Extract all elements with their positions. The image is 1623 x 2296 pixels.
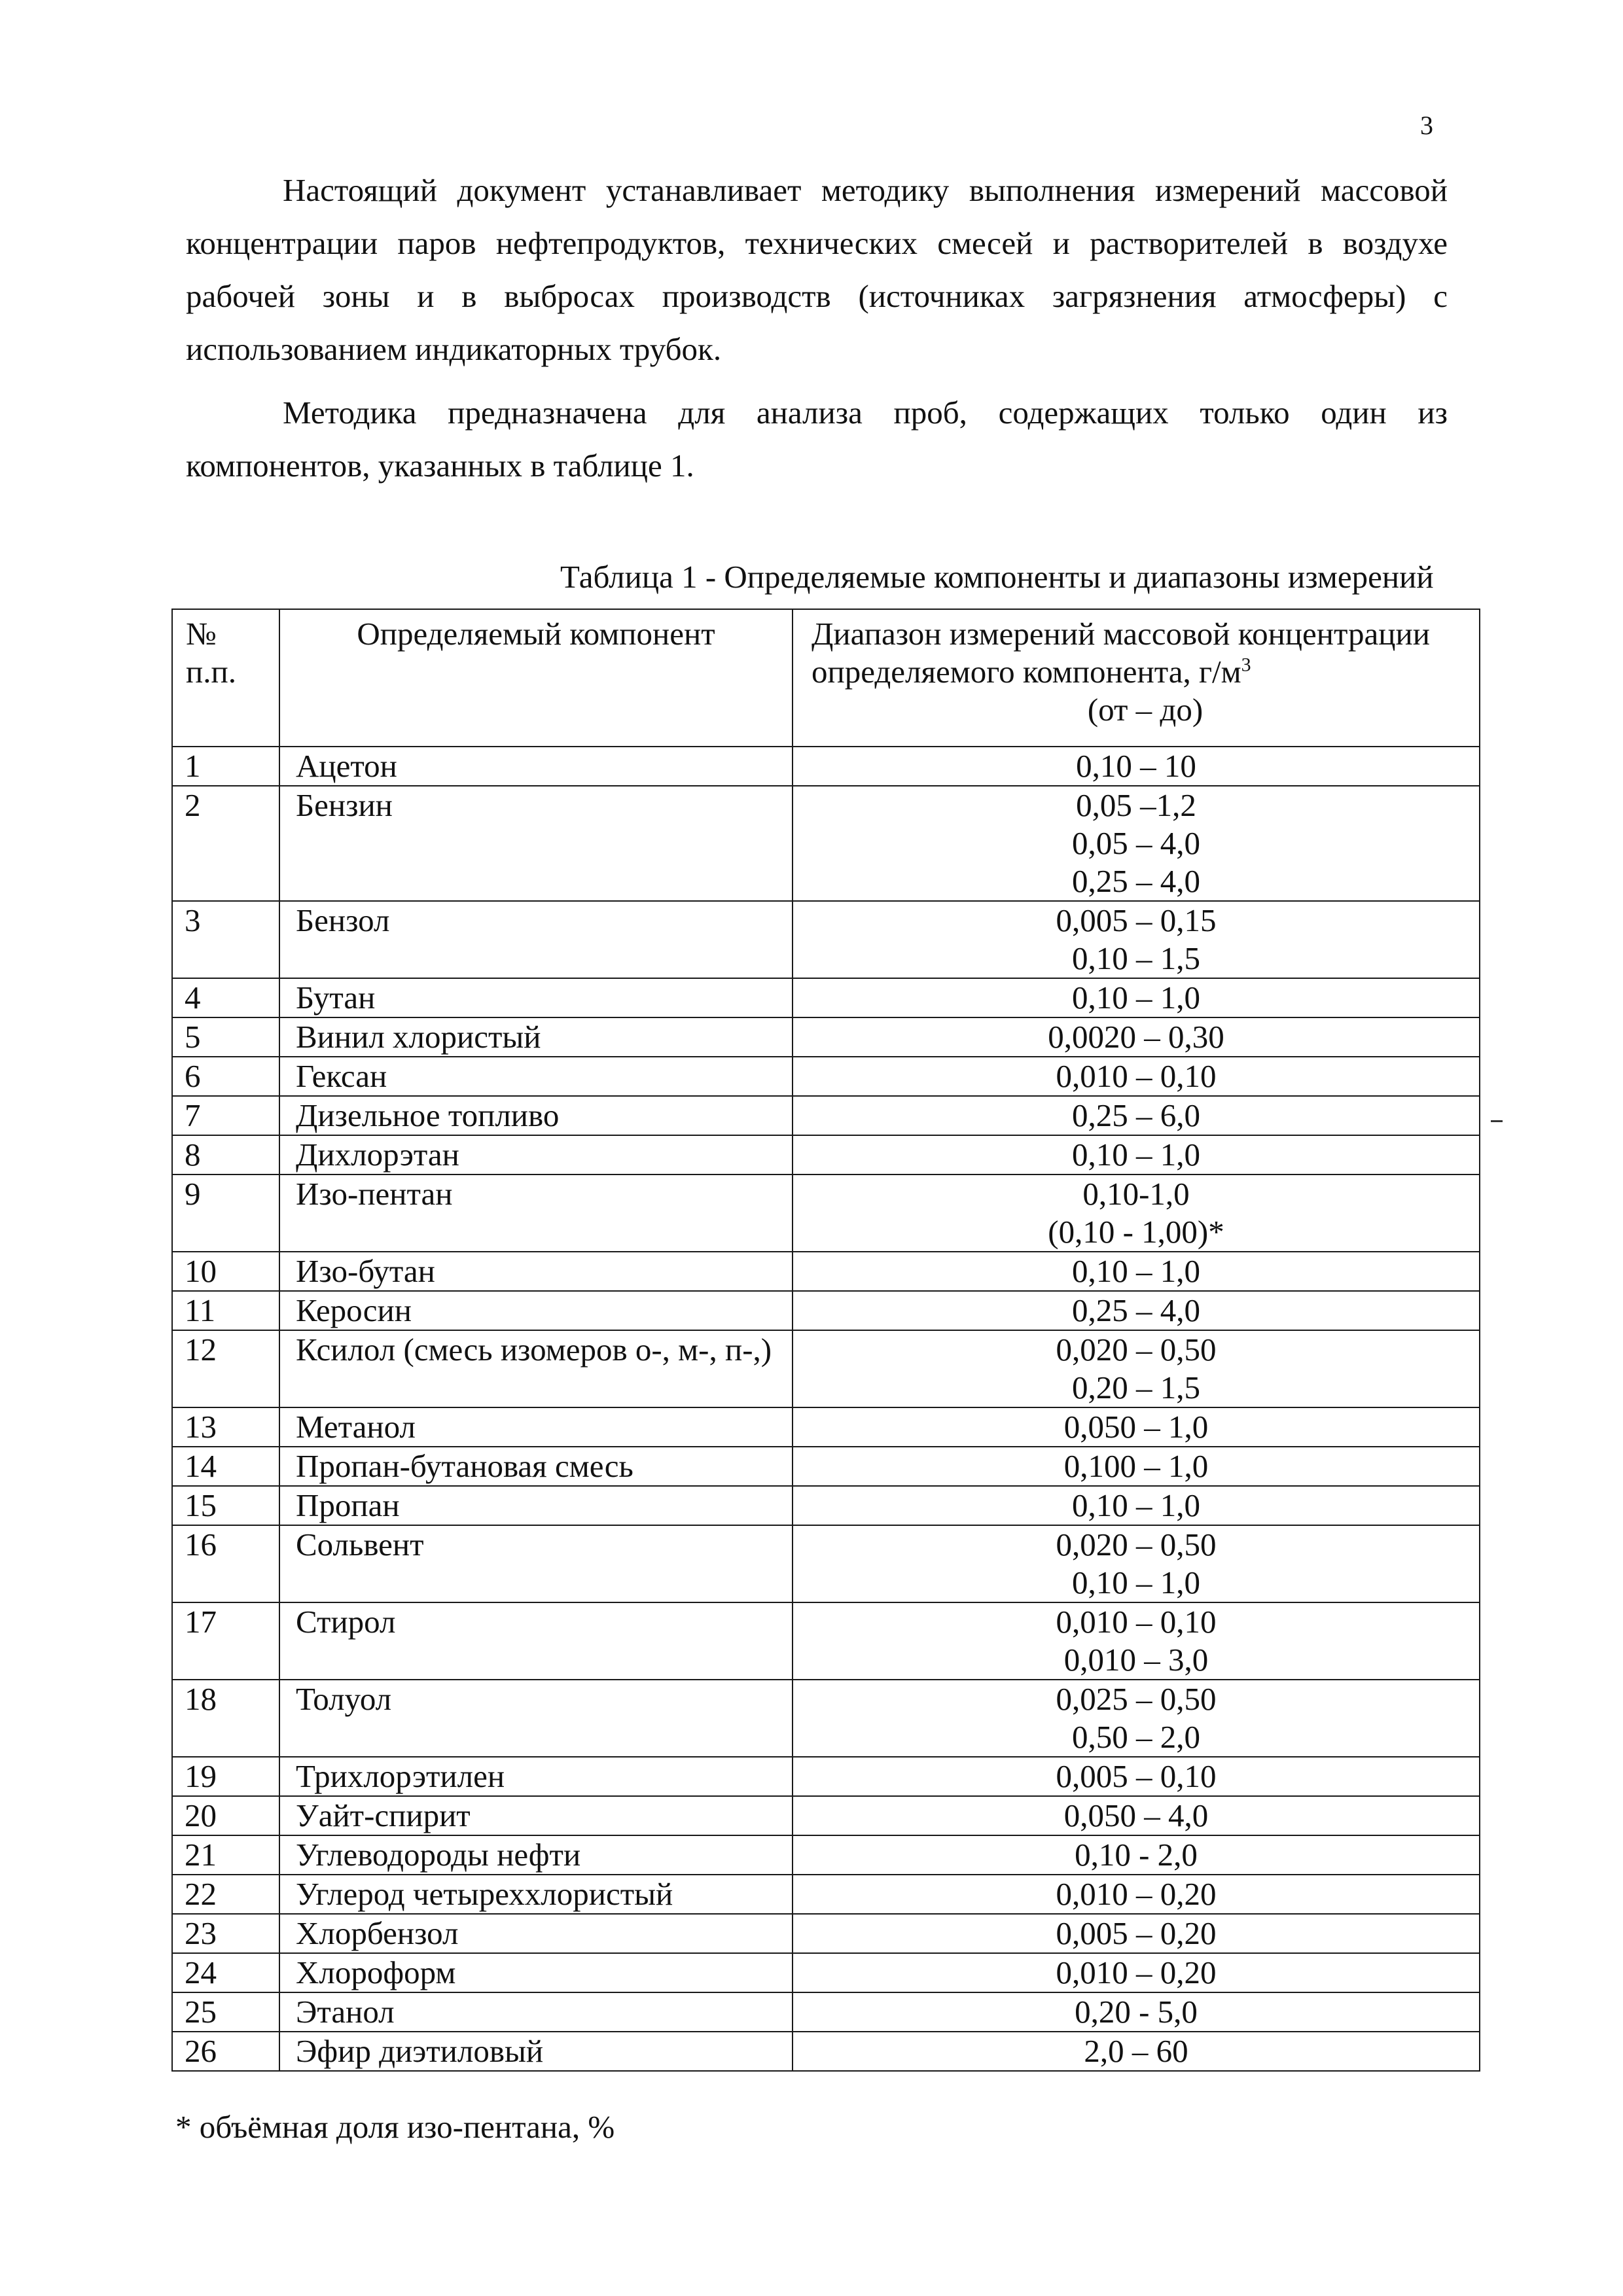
row-number-cell: 12: [172, 1330, 279, 1407]
component-name-cell: Углерод четыреххлористый: [279, 1875, 793, 1914]
range-cell: [793, 786, 1480, 901]
component-name-cell: Пропан-бутановая смесь: [279, 1447, 793, 1486]
header-component: Определяемый компонент: [279, 609, 793, 747]
component-name-cell: Бензин: [279, 786, 793, 901]
range-value: 0,10-1,0: [1082, 1176, 1190, 1212]
range-cell: [793, 978, 1480, 1017]
component-name-cell: Углеводороды нефти: [279, 1835, 793, 1875]
table-row: [172, 901, 1480, 978]
table-footnote: * объёмная доля изо-пентана, %: [175, 2109, 615, 2145]
table-row: [172, 786, 1480, 901]
table-row: [172, 1135, 1480, 1174]
range-cell: [793, 1291, 1480, 1330]
range-cell: [793, 1486, 1480, 1525]
row-number-cell: 22: [172, 1875, 279, 1914]
row-number-cell: 4: [172, 978, 279, 1017]
range-cell: [793, 1057, 1480, 1096]
header-range-line2: определяемого компонента, г/м: [812, 654, 1241, 690]
row-number-cell: 11: [172, 1291, 279, 1330]
table-caption: Таблица 1 - Определяемые компоненты и диапазоны измерений: [560, 559, 1434, 595]
row-number-cell: 5: [172, 1017, 279, 1057]
table-row: [172, 1252, 1480, 1291]
range-cell: [793, 1835, 1480, 1875]
range-value: 0,10 – 1,5: [1072, 940, 1200, 976]
component-name-cell: Гексан: [279, 1057, 793, 1096]
range-value: 0,050 – 1,0: [1063, 1409, 1209, 1445]
table-row: [172, 1835, 1480, 1875]
range-value: 0,020 – 0,50: [1056, 1332, 1217, 1368]
range-value: 0,050 – 4,0: [1063, 1797, 1209, 1833]
row-number-cell: 17: [172, 1602, 279, 1680]
range-cell: [793, 1096, 1480, 1135]
range-cell: [793, 1796, 1480, 1835]
range-value: 2,0 – 60: [1084, 2033, 1188, 2069]
intro-text: [186, 164, 1448, 492]
row-number-cell: 10: [172, 1252, 279, 1291]
row-number-cell: 3: [172, 901, 279, 978]
range-value: 0,10 – 1,0: [1072, 1487, 1200, 1523]
table-row: [172, 1096, 1480, 1135]
component-name-cell: Уайт-спирит: [279, 1796, 793, 1835]
range-value: 0,010 – 0,20: [1056, 1876, 1217, 1912]
row-number-cell: 24: [172, 1953, 279, 1992]
row-number-cell: 1: [172, 747, 279, 786]
component-name-cell: Толуол: [279, 1680, 793, 1757]
range-cell: [793, 901, 1480, 978]
component-name-cell: Винил хлористый: [279, 1017, 793, 1057]
range-value: 0,25 – 6,0: [1072, 1097, 1200, 1133]
range-cell: [793, 1174, 1480, 1252]
component-name-cell: Ксилол (смесь изомеров о-, м-, п-,): [279, 1330, 793, 1407]
row-number-cell: 14: [172, 1447, 279, 1486]
range-value: 0,10 – 1,0: [1072, 1137, 1200, 1173]
row-number-cell: 19: [172, 1757, 279, 1796]
header-number-sign: №: [186, 616, 217, 652]
row-number-cell: 15: [172, 1486, 279, 1525]
range-value: 0,100 – 1,0: [1063, 1448, 1209, 1484]
component-name-cell: Пропан: [279, 1486, 793, 1525]
component-name-cell: Стирол: [279, 1602, 793, 1680]
range-cell: [793, 1680, 1480, 1757]
range-cell: [793, 1953, 1480, 1992]
range-cell: [793, 2032, 1480, 2071]
table-row: [172, 1875, 1480, 1914]
table-row: [172, 1953, 1480, 1992]
range-cell: [793, 747, 1480, 786]
table-row: [172, 2032, 1480, 2071]
component-name-cell: Изо-пентан: [279, 1174, 793, 1252]
component-name-cell: Хлороформ: [279, 1953, 793, 1992]
row-number-cell: 16: [172, 1525, 279, 1602]
range-value: 0,010 – 0,10: [1056, 1058, 1217, 1094]
range-value: 0,10 – 1,0: [1072, 980, 1200, 1016]
range-value: 0,20 – 1,5: [1072, 1369, 1200, 1405]
component-name-cell: Керосин: [279, 1291, 793, 1330]
range-cell: [793, 1875, 1480, 1914]
range-value: 0,0020 – 0,30: [1048, 1019, 1224, 1055]
row-number-cell: 25: [172, 1992, 279, 2032]
row-number-cell: 26: [172, 2032, 279, 2071]
range-value: 0,010 – 3,0: [1063, 1642, 1209, 1678]
header-range-line1: Диапазон измерений массовой концентрации: [812, 616, 1430, 652]
table-row: [172, 1174, 1480, 1252]
range-cell: [793, 1135, 1480, 1174]
table-row: [172, 1447, 1480, 1486]
range-cell: [793, 1602, 1480, 1680]
page-number: 3: [1420, 111, 1433, 140]
range-cell: [793, 1757, 1480, 1796]
range-value: 0,025 – 0,50: [1056, 1681, 1217, 1717]
component-name-cell: Бутан: [279, 978, 793, 1017]
header-range: [793, 609, 1480, 747]
component-name-cell: Дизельное топливо: [279, 1096, 793, 1135]
table-row: [172, 747, 1480, 786]
range-cell: [793, 1525, 1480, 1602]
row-number-cell: 7: [172, 1096, 279, 1135]
table-row: [172, 1914, 1480, 1953]
range-value: 0,10 – 1,0: [1072, 1564, 1200, 1600]
range-cell: [793, 1407, 1480, 1447]
range-value: 0,20 - 5,0: [1075, 1994, 1198, 2030]
component-name-cell: Трихлорэтилен: [279, 1757, 793, 1796]
range-cell: [793, 1252, 1480, 1291]
range-cell: [793, 1914, 1480, 1953]
table-row: [172, 1796, 1480, 1835]
table-row: [172, 1291, 1480, 1330]
component-name-cell: Ацетон: [279, 747, 793, 786]
component-name-cell: Дихлорэтан: [279, 1135, 793, 1174]
header-range-line3: (от – до): [1087, 692, 1204, 728]
row-number-cell: 20: [172, 1796, 279, 1835]
range-cell: [793, 1017, 1480, 1057]
component-name-cell: Бензол: [279, 901, 793, 978]
range-value: 0,010 – 0,10: [1056, 1604, 1217, 1640]
range-cell: [793, 1992, 1480, 2032]
table-row: [172, 1330, 1480, 1407]
range-value: 0,05 – 4,0: [1072, 825, 1200, 861]
intro-paragraph-1: Настоящий документ устанавливает методику выполнения измерений массовой концентрации паров нефтепродуктов, технических смесей и растворителей в воздухе рабочей зоны и в выбросах производств (источниках загрязнения атмосферы) с использованием индикаторных трубок.: [186, 172, 1448, 367]
range-value: 0,005 – 0,20: [1056, 1915, 1217, 1951]
component-name-cell: Эфир диэтиловый: [279, 2032, 793, 2071]
table-row: [172, 1757, 1480, 1796]
range-value: 0,10 – 10: [1076, 748, 1196, 784]
range-value: 0,05 –1,2: [1076, 787, 1196, 823]
component-name-cell: Хлорбензол: [279, 1914, 793, 1953]
row-number-cell: 6: [172, 1057, 279, 1096]
range-value: 0,50 – 2,0: [1072, 1719, 1200, 1755]
range-value: 0,005 – 0,15: [1056, 902, 1217, 938]
range-value: 0,25 – 4,0: [1072, 1292, 1200, 1328]
table-row: [172, 1407, 1480, 1447]
table-row: [172, 1992, 1480, 2032]
row-number-cell: 23: [172, 1914, 279, 1953]
intro-paragraph-2: Методика предназначена для анализа проб, содержащих только один из компонентов, указанных в таблице 1.: [186, 395, 1448, 484]
row-number-cell: 8: [172, 1135, 279, 1174]
row-number-cell: 21: [172, 1835, 279, 1875]
table-row: [172, 1525, 1480, 1602]
range-value: 0,010 – 0,20: [1056, 1954, 1217, 1990]
table-row: [172, 1602, 1480, 1680]
table-row: [172, 1017, 1480, 1057]
table-header-row: [172, 609, 1480, 747]
component-name-cell: Сольвент: [279, 1525, 793, 1602]
table-row: [172, 1680, 1480, 1757]
range-value: 0,10 - 2,0: [1075, 1837, 1198, 1873]
table-row: [172, 978, 1480, 1017]
range-value: 0,020 – 0,50: [1056, 1527, 1217, 1563]
row-number-cell: 9: [172, 1174, 279, 1252]
row-number-cell: 2: [172, 786, 279, 901]
component-name-cell: Метанол: [279, 1407, 793, 1447]
range-value: (0,10 - 1,00)*: [1048, 1214, 1224, 1250]
header-number: [172, 609, 279, 747]
table-body: [172, 747, 1480, 2071]
component-name-cell: Изо-бутан: [279, 1252, 793, 1291]
range-value: 0,10 – 1,0: [1072, 1253, 1200, 1289]
components-table: [171, 609, 1480, 2072]
range-cell: [793, 1330, 1480, 1407]
component-name-cell: Этанол: [279, 1992, 793, 2032]
range-value: 0,005 – 0,10: [1056, 1758, 1217, 1794]
table-row: [172, 1057, 1480, 1096]
margin-dash-mark: [1491, 1120, 1503, 1122]
row-number-cell: 13: [172, 1407, 279, 1447]
range-cell: [793, 1447, 1480, 1486]
header-range-unit-exponent: 3: [1241, 654, 1251, 676]
range-value: 0,25 – 4,0: [1072, 863, 1200, 899]
table-row: [172, 1486, 1480, 1525]
row-number-cell: 18: [172, 1680, 279, 1757]
header-number-abbr: п.п.: [186, 654, 236, 690]
